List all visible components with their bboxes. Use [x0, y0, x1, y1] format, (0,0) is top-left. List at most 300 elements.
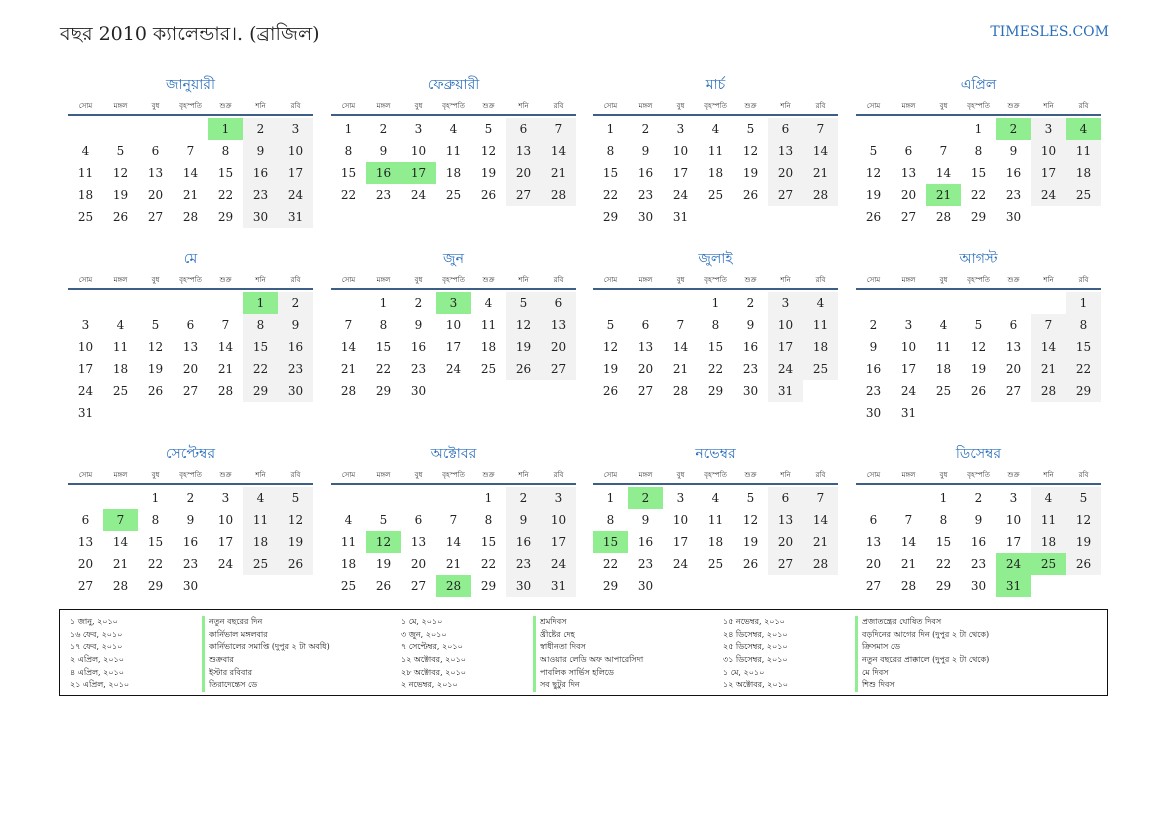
day-cell[interactable]: 13	[541, 314, 576, 336]
day-cell[interactable]: 8	[1066, 314, 1101, 336]
day-cell[interactable]: 22	[147, 557, 164, 571]
day-cell[interactable]: 5	[1066, 487, 1101, 509]
day-cell[interactable]: 12	[970, 340, 987, 354]
day-cell[interactable]: 19	[742, 535, 759, 549]
day-cell[interactable]: 14	[112, 535, 129, 549]
day-cell[interactable]: 10	[1005, 513, 1022, 527]
day-cell[interactable]: 29	[707, 384, 724, 398]
holiday-day-cell[interactable]: 3	[436, 292, 471, 314]
day-cell[interactable]: 21	[112, 557, 129, 571]
day-cell[interactable]: 19	[865, 188, 882, 202]
day-cell[interactable]: 29	[217, 210, 234, 224]
day-cell[interactable]: 28	[935, 210, 952, 224]
day-cell[interactable]: 4	[484, 296, 493, 310]
day-cell[interactable]: 13	[77, 535, 94, 549]
day-cell[interactable]: 11	[77, 166, 94, 180]
day-cell[interactable]: 13	[506, 140, 541, 162]
day-cell[interactable]: 9	[974, 513, 983, 527]
day-cell[interactable]: 15	[707, 340, 724, 354]
day-cell[interactable]: 30	[410, 384, 427, 398]
day-cell[interactable]: 29	[970, 210, 987, 224]
day-cell[interactable]: 19	[147, 362, 164, 376]
day-cell[interactable]: 17	[672, 535, 689, 549]
day-cell[interactable]: 30	[742, 384, 759, 398]
day-cell[interactable]: 23	[278, 358, 313, 380]
day-cell[interactable]: 6	[641, 318, 650, 332]
day-cell[interactable]: 10	[768, 314, 803, 336]
day-cell[interactable]: 8	[379, 318, 388, 332]
day-cell[interactable]: 22	[602, 188, 619, 202]
day-cell[interactable]: 6	[1009, 318, 1018, 332]
day-cell[interactable]: 24	[768, 358, 803, 380]
day-cell[interactable]: 15	[1066, 336, 1101, 358]
day-cell[interactable]: 6	[541, 292, 576, 314]
day-cell[interactable]: 27	[182, 384, 199, 398]
day-cell[interactable]: 10	[410, 144, 427, 158]
day-cell[interactable]: 20	[77, 557, 94, 571]
day-cell[interactable]: 26	[970, 384, 987, 398]
day-cell[interactable]: 25	[445, 188, 462, 202]
day-cell[interactable]: 24	[900, 384, 917, 398]
day-cell[interactable]: 13	[768, 140, 803, 162]
day-cell[interactable]: 20	[506, 162, 541, 184]
day-cell[interactable]: 22	[375, 362, 392, 376]
day-cell[interactable]: 5	[379, 513, 388, 527]
day-cell[interactable]: 19	[278, 531, 313, 553]
day-cell[interactable]: 11	[340, 535, 357, 549]
day-cell[interactable]: 9	[243, 140, 278, 162]
day-cell[interactable]: 11	[112, 340, 129, 354]
day-cell[interactable]: 3	[768, 292, 803, 314]
day-cell[interactable]: 17	[1005, 535, 1022, 549]
day-cell[interactable]: 26	[865, 210, 882, 224]
day-cell[interactable]: 26	[278, 553, 313, 575]
day-cell[interactable]: 30	[243, 206, 278, 228]
day-cell[interactable]: 18	[935, 362, 952, 376]
holiday-day-cell[interactable]: 28	[436, 575, 471, 597]
day-cell[interactable]: 14	[541, 140, 576, 162]
day-cell[interactable]: 25	[803, 358, 838, 380]
day-cell[interactable]: 10	[672, 513, 689, 527]
day-cell[interactable]: 15	[147, 535, 164, 549]
day-cell[interactable]: 27	[637, 384, 654, 398]
day-cell[interactable]: 17	[445, 340, 462, 354]
day-cell[interactable]: 23	[243, 184, 278, 206]
holiday-day-cell[interactable]: 16	[366, 162, 401, 184]
day-cell[interactable]: 8	[151, 513, 160, 527]
day-cell[interactable]: 20	[637, 362, 654, 376]
day-cell[interactable]: 13	[1005, 340, 1022, 354]
holiday-day-cell[interactable]: 1	[243, 292, 278, 314]
day-cell[interactable]: 26	[742, 557, 759, 571]
day-cell[interactable]: 1	[974, 122, 983, 136]
day-cell[interactable]: 19	[1066, 531, 1101, 553]
day-cell[interactable]: 16	[182, 535, 199, 549]
day-cell[interactable]: 27	[147, 210, 164, 224]
day-cell[interactable]: 23	[182, 557, 199, 571]
day-cell[interactable]: 2	[641, 122, 650, 136]
day-cell[interactable]: 4	[1031, 487, 1066, 509]
day-cell[interactable]: 8	[606, 513, 615, 527]
day-cell[interactable]: 18	[707, 535, 724, 549]
day-cell[interactable]: 12	[112, 166, 129, 180]
day-cell[interactable]: 22	[707, 362, 724, 376]
day-cell[interactable]: 10	[278, 140, 313, 162]
day-cell[interactable]: 29	[147, 579, 164, 593]
day-cell[interactable]: 12	[865, 166, 882, 180]
day-cell[interactable]: 26	[742, 188, 759, 202]
day-cell[interactable]: 25	[243, 553, 278, 575]
day-cell[interactable]: 12	[1066, 509, 1101, 531]
day-cell[interactable]: 4	[449, 122, 458, 136]
day-cell[interactable]: 31	[768, 380, 803, 402]
day-cell[interactable]: 4	[116, 318, 125, 332]
day-cell[interactable]: 21	[1031, 358, 1066, 380]
day-cell[interactable]: 19	[602, 362, 619, 376]
day-cell[interactable]: 3	[414, 122, 423, 136]
day-cell[interactable]: 1	[344, 122, 353, 136]
day-cell[interactable]: 16	[410, 340, 427, 354]
day-cell[interactable]: 25	[1066, 184, 1101, 206]
day-cell[interactable]: 28	[340, 384, 357, 398]
day-cell[interactable]: 13	[410, 535, 427, 549]
day-cell[interactable]: 7	[1031, 314, 1066, 336]
day-cell[interactable]: 25	[707, 188, 724, 202]
day-cell[interactable]: 30	[637, 579, 654, 593]
day-cell[interactable]: 5	[484, 122, 493, 136]
day-cell[interactable]: 7	[904, 513, 913, 527]
day-cell[interactable]: 6	[768, 487, 803, 509]
day-cell[interactable]: 31	[77, 406, 94, 420]
day-cell[interactable]: 2	[243, 118, 278, 140]
day-cell[interactable]: 7	[344, 318, 353, 332]
day-cell[interactable]: 23	[1005, 188, 1022, 202]
day-cell[interactable]: 21	[445, 557, 462, 571]
day-cell[interactable]: 11	[480, 318, 497, 332]
day-cell[interactable]: 9	[506, 509, 541, 531]
day-cell[interactable]: 1	[606, 491, 615, 505]
day-cell[interactable]: 30	[865, 406, 882, 420]
day-cell[interactable]: 27	[900, 210, 917, 224]
day-cell[interactable]: 7	[939, 144, 948, 158]
day-cell[interactable]: 11	[935, 340, 952, 354]
day-cell[interactable]: 17	[541, 531, 576, 553]
day-cell[interactable]: 1	[1066, 292, 1101, 314]
day-cell[interactable]: 25	[707, 557, 724, 571]
day-cell[interactable]: 2	[869, 318, 878, 332]
day-cell[interactable]: 1	[606, 122, 615, 136]
day-cell[interactable]: 22	[480, 557, 497, 571]
day-cell[interactable]: 10	[541, 509, 576, 531]
holiday-day-cell[interactable]: 2	[628, 487, 663, 509]
day-cell[interactable]: 17	[77, 362, 94, 376]
day-cell[interactable]: 20	[1005, 362, 1022, 376]
day-cell[interactable]: 14	[445, 535, 462, 549]
day-cell[interactable]: 21	[217, 362, 234, 376]
day-cell[interactable]: 11	[1031, 509, 1066, 531]
day-cell[interactable]: 16	[742, 340, 759, 354]
day-cell[interactable]: 11	[445, 144, 462, 158]
day-cell[interactable]: 26	[112, 210, 129, 224]
day-cell[interactable]: 18	[1031, 531, 1066, 553]
day-cell[interactable]: 18	[243, 531, 278, 553]
day-cell[interactable]: 5	[746, 491, 755, 505]
day-cell[interactable]: 15	[243, 336, 278, 358]
day-cell[interactable]: 13	[900, 166, 917, 180]
day-cell[interactable]: 21	[340, 362, 357, 376]
day-cell[interactable]: 28	[182, 210, 199, 224]
day-cell[interactable]: 1	[711, 296, 720, 310]
day-cell[interactable]: 10	[77, 340, 94, 354]
day-cell[interactable]: 4	[81, 144, 90, 158]
day-cell[interactable]: 20	[768, 531, 803, 553]
day-cell[interactable]: 23	[637, 188, 654, 202]
day-cell[interactable]: 11	[243, 509, 278, 531]
day-cell[interactable]: 17	[768, 336, 803, 358]
day-cell[interactable]: 10	[217, 513, 234, 527]
day-cell[interactable]: 21	[541, 162, 576, 184]
holiday-day-cell[interactable]: 15	[593, 531, 628, 553]
day-cell[interactable]: 14	[217, 340, 234, 354]
day-cell[interactable]: 24	[672, 557, 689, 571]
day-cell[interactable]: 7	[541, 118, 576, 140]
day-cell[interactable]: 26	[147, 384, 164, 398]
day-cell[interactable]: 16	[637, 166, 654, 180]
brand-link[interactable]: TIMESLES.COM	[990, 24, 1109, 40]
day-cell[interactable]: 19	[506, 336, 541, 358]
day-cell[interactable]: 19	[112, 188, 129, 202]
day-cell[interactable]: 20	[865, 557, 882, 571]
day-cell[interactable]: 18	[803, 336, 838, 358]
day-cell[interactable]: 1	[151, 491, 160, 505]
day-cell[interactable]: 18	[480, 340, 497, 354]
day-cell[interactable]: 31	[672, 210, 689, 224]
day-cell[interactable]: 28	[217, 384, 234, 398]
day-cell[interactable]: 19	[480, 166, 497, 180]
day-cell[interactable]: 28	[541, 184, 576, 206]
day-cell[interactable]: 9	[186, 513, 195, 527]
day-cell[interactable]: 31	[541, 575, 576, 597]
day-cell[interactable]: 29	[375, 384, 392, 398]
day-cell[interactable]: 26	[480, 188, 497, 202]
holiday-day-cell[interactable]: 4	[1066, 118, 1101, 140]
day-cell[interactable]: 31	[900, 406, 917, 420]
day-cell[interactable]: 4	[243, 487, 278, 509]
holiday-day-cell[interactable]: 2	[996, 118, 1031, 140]
day-cell[interactable]: 2	[278, 292, 313, 314]
day-cell[interactable]: 5	[506, 292, 541, 314]
day-cell[interactable]: 28	[112, 579, 129, 593]
day-cell[interactable]: 30	[182, 579, 199, 593]
day-cell[interactable]: 24	[77, 384, 94, 398]
day-cell[interactable]: 27	[410, 579, 427, 593]
day-cell[interactable]: 20	[541, 336, 576, 358]
day-cell[interactable]: 28	[803, 553, 838, 575]
day-cell[interactable]: 23	[637, 557, 654, 571]
day-cell[interactable]: 20	[768, 162, 803, 184]
day-cell[interactable]: 16	[637, 535, 654, 549]
day-cell[interactable]: 11	[803, 314, 838, 336]
day-cell[interactable]: 6	[414, 513, 423, 527]
day-cell[interactable]: 14	[340, 340, 357, 354]
day-cell[interactable]: 1	[379, 296, 388, 310]
day-cell[interactable]: 20	[900, 188, 917, 202]
day-cell[interactable]: 21	[672, 362, 689, 376]
day-cell[interactable]: 2	[414, 296, 423, 310]
day-cell[interactable]: 27	[865, 579, 882, 593]
day-cell[interactable]: 17	[217, 535, 234, 549]
day-cell[interactable]: 17	[278, 162, 313, 184]
day-cell[interactable]: 29	[602, 579, 619, 593]
day-cell[interactable]: 12	[147, 340, 164, 354]
day-cell[interactable]: 5	[869, 144, 878, 158]
day-cell[interactable]: 27	[768, 184, 803, 206]
day-cell[interactable]: 5	[116, 144, 125, 158]
day-cell[interactable]: 3	[278, 118, 313, 140]
day-cell[interactable]: 29	[935, 579, 952, 593]
day-cell[interactable]: 17	[1031, 162, 1066, 184]
day-cell[interactable]: 16	[278, 336, 313, 358]
day-cell[interactable]: 7	[186, 144, 195, 158]
day-cell[interactable]: 6	[768, 118, 803, 140]
day-cell[interactable]: 20	[182, 362, 199, 376]
day-cell[interactable]: 24	[410, 188, 427, 202]
day-cell[interactable]: 7	[803, 487, 838, 509]
day-cell[interactable]: 13	[147, 166, 164, 180]
day-cell[interactable]: 3	[676, 491, 685, 505]
day-cell[interactable]: 2	[506, 487, 541, 509]
day-cell[interactable]: 23	[970, 557, 987, 571]
day-cell[interactable]: 30	[970, 579, 987, 593]
day-cell[interactable]: 12	[480, 144, 497, 158]
day-cell[interactable]: 7	[803, 118, 838, 140]
day-cell[interactable]: 22	[340, 188, 357, 202]
day-cell[interactable]: 9	[641, 513, 650, 527]
day-cell[interactable]: 16	[506, 531, 541, 553]
day-cell[interactable]: 31	[278, 206, 313, 228]
day-cell[interactable]: 15	[602, 166, 619, 180]
day-cell[interactable]: 23	[865, 384, 882, 398]
day-cell[interactable]: 22	[935, 557, 952, 571]
day-cell[interactable]: 13	[182, 340, 199, 354]
day-cell[interactable]: 23	[375, 188, 392, 202]
day-cell[interactable]: 6	[869, 513, 878, 527]
day-cell[interactable]: 15	[935, 535, 952, 549]
day-cell[interactable]: 3	[904, 318, 913, 332]
day-cell[interactable]: 18	[707, 166, 724, 180]
day-cell[interactable]: 16	[243, 162, 278, 184]
day-cell[interactable]: 8	[243, 314, 278, 336]
day-cell[interactable]: 19	[970, 362, 987, 376]
day-cell[interactable]: 24	[541, 553, 576, 575]
day-cell[interactable]: 10	[672, 144, 689, 158]
day-cell[interactable]: 4	[711, 122, 720, 136]
day-cell[interactable]: 7	[221, 318, 230, 332]
day-cell[interactable]: 14	[672, 340, 689, 354]
day-cell[interactable]: 8	[344, 144, 353, 158]
day-cell[interactable]: 9	[641, 144, 650, 158]
day-cell[interactable]: 27	[768, 553, 803, 575]
holiday-day-cell[interactable]: 21	[926, 184, 961, 206]
day-cell[interactable]: 8	[939, 513, 948, 527]
day-cell[interactable]: 23	[410, 362, 427, 376]
day-cell[interactable]: 28	[900, 579, 917, 593]
day-cell[interactable]: 22	[243, 358, 278, 380]
day-cell[interactable]: 5	[278, 487, 313, 509]
day-cell[interactable]: 8	[711, 318, 720, 332]
day-cell[interactable]: 3	[1009, 491, 1018, 505]
day-cell[interactable]: 14	[182, 166, 199, 180]
day-cell[interactable]: 21	[803, 531, 838, 553]
day-cell[interactable]: 19	[375, 557, 392, 571]
day-cell[interactable]: 14	[803, 140, 838, 162]
day-cell[interactable]: 2	[379, 122, 388, 136]
day-cell[interactable]: 27	[1005, 384, 1022, 398]
day-cell[interactable]: 26	[506, 358, 541, 380]
day-cell[interactable]: 12	[278, 509, 313, 531]
day-cell[interactable]: 25	[340, 579, 357, 593]
day-cell[interactable]: 1	[484, 491, 493, 505]
day-cell[interactable]: 6	[81, 513, 90, 527]
day-cell[interactable]: 14	[900, 535, 917, 549]
day-cell[interactable]: 10	[1031, 140, 1066, 162]
day-cell[interactable]: 20	[410, 557, 427, 571]
day-cell[interactable]: 26	[1066, 553, 1101, 575]
day-cell[interactable]: 9	[414, 318, 423, 332]
day-cell[interactable]: 18	[112, 362, 129, 376]
day-cell[interactable]: 24	[217, 557, 234, 571]
holiday-day-cell[interactable]: 17	[401, 162, 436, 184]
holiday-day-cell[interactable]: 1	[208, 118, 243, 140]
day-cell[interactable]: 3	[541, 487, 576, 509]
day-cell[interactable]: 25	[112, 384, 129, 398]
holiday-day-cell[interactable]: 31	[996, 575, 1031, 597]
day-cell[interactable]: 28	[1031, 380, 1066, 402]
day-cell[interactable]: 14	[803, 509, 838, 531]
day-cell[interactable]: 22	[1066, 358, 1101, 380]
day-cell[interactable]: 30	[278, 380, 313, 402]
day-cell[interactable]: 9	[869, 340, 878, 354]
day-cell[interactable]: 23	[506, 553, 541, 575]
day-cell[interactable]: 27	[506, 184, 541, 206]
day-cell[interactable]: 14	[935, 166, 952, 180]
day-cell[interactable]: 7	[676, 318, 685, 332]
day-cell[interactable]: 21	[900, 557, 917, 571]
day-cell[interactable]: 30	[637, 210, 654, 224]
day-cell[interactable]: 29	[480, 579, 497, 593]
day-cell[interactable]: 16	[970, 535, 987, 549]
day-cell[interactable]: 8	[606, 144, 615, 158]
day-cell[interactable]: 8	[974, 144, 983, 158]
day-cell[interactable]: 3	[221, 491, 230, 505]
day-cell[interactable]: 2	[746, 296, 755, 310]
day-cell[interactable]: 1	[939, 491, 948, 505]
day-cell[interactable]: 12	[506, 314, 541, 336]
day-cell[interactable]: 16	[865, 362, 882, 376]
day-cell[interactable]: 20	[147, 188, 164, 202]
day-cell[interactable]: 5	[974, 318, 983, 332]
day-cell[interactable]: 8	[221, 144, 230, 158]
day-cell[interactable]: 22	[217, 188, 234, 202]
day-cell[interactable]: 30	[506, 575, 541, 597]
day-cell[interactable]: 26	[602, 384, 619, 398]
day-cell[interactable]: 11	[707, 144, 724, 158]
day-cell[interactable]: 21	[182, 188, 199, 202]
day-cell[interactable]: 24	[445, 362, 462, 376]
day-cell[interactable]: 12	[742, 144, 759, 158]
day-cell[interactable]: 6	[151, 144, 160, 158]
day-cell[interactable]: 13	[637, 340, 654, 354]
